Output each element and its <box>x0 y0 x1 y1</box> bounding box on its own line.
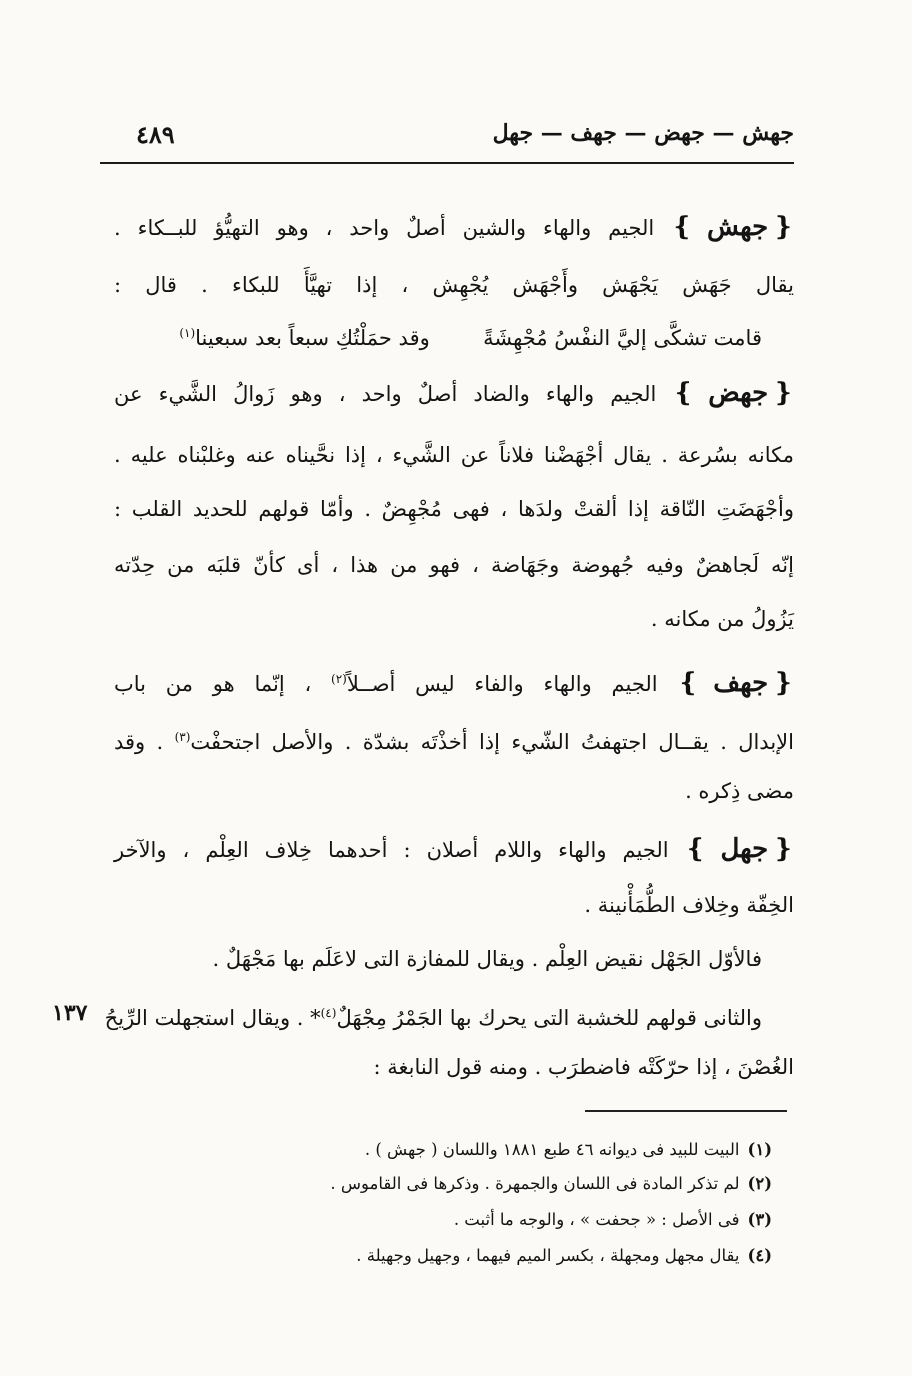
footnote-4 <box>152 1244 772 1268</box>
footnote-mark: (١) <box>747 1140 772 1159</box>
entry-jahal-line-2: الخِفّة وخِلاف الطُّمَأْنينة . <box>584 893 794 917</box>
entry-jahal-line-4 <box>104 998 762 1033</box>
footnote-ref-4: (٤) <box>320 1006 337 1020</box>
entry-jahaf-line-1 <box>114 664 794 699</box>
entry-word-jahal: جهل <box>720 834 769 864</box>
header-rule <box>100 162 794 164</box>
footnote-rule <box>585 1110 787 1112</box>
page-number: ٤٨٩ <box>136 120 175 149</box>
close-bracket-ornament: ❵ <box>671 212 693 242</box>
entry-jahad-line-2: مكانه بسُرعة . يقال أجْهَضْنا فلاناً عن الشَّيء ، إذا نحَّيناه عنه وغلبْناه عليه . <box>114 443 794 467</box>
entry-text: * . ويقال استجهلت الرِّيحُ <box>104 1006 321 1030</box>
running-title: جهش — جهض — جهف — جهل <box>492 120 794 146</box>
close-bracket-ornament: ❵ <box>672 378 695 408</box>
entry-jahash-line-2: يقال جَهَش يَجْهَش وأَجْهَش يُجْهِش ، إذا تهيَّأَ للبكاء . قال : <box>114 273 794 297</box>
entry-text: الجيم والهاء واللام أصلان : أحدهما خِلاف العِلْم ، والآخر <box>114 838 669 862</box>
entry-jahal-line-1 <box>114 834 794 865</box>
footnote-1 <box>152 1138 772 1162</box>
entry-jahad-line-5: يَزُولُ من مكانه . <box>650 607 794 631</box>
verse-hemistich-1: قامت تشكَّى إليَّ النفْسُ مُجْهِشَةً <box>483 326 762 350</box>
entry-word-jahash: جهش <box>706 212 769 242</box>
footnote-mark: (٣) <box>747 1210 772 1229</box>
footnote-ref-3: (٣) <box>174 730 191 744</box>
entry-jahash-line-1 <box>114 212 794 243</box>
entry-text: . وقد <box>114 730 164 754</box>
entry-jahaf-line-2 <box>114 722 794 757</box>
entry-text: والثانى قولهم للخشبة التى يحرك بها الجَمْرُ مِجْهَلٌ <box>336 1006 762 1030</box>
footnote-text: فى الأصل : « جحفت » ، والوجه ما أثبت . <box>453 1210 740 1229</box>
footnote-text: لم تذكر المادة فى اللسان والجمهرة . وذكرها فى القاموس . <box>330 1174 740 1193</box>
entry-word-jahad: جهض <box>708 378 769 408</box>
entry-jahad-line-3: وأجْهَضَتِ النّاقة إذا ألقتْ ولدَها ، فهى مُجْهِضٌ . وأمّا قولهم للحديد القلب : <box>114 497 794 521</box>
entry-jahaf-line-3: مضى ذِكره . <box>685 779 794 803</box>
footnote-ref-2: (٢) <box>331 672 347 686</box>
entry-text: الجيم والهاء والشين أصلٌ واحد ، وهو التهيُّؤ للبــكاء . <box>114 216 655 240</box>
entry-jahad-line-1 <box>114 378 794 409</box>
open-bracket-ornament: ❴ <box>772 212 794 242</box>
page-header <box>100 112 794 154</box>
footnote-text: يقال مجهل ومجهلة ، بكسر الميم فيهما ، وجهيل وجهيلة . <box>356 1246 740 1265</box>
entry-word-jahaf: جهف <box>713 668 769 698</box>
entry-jahal-line-5: الغُصْنَ ، إذا حرّكَتْه فاضطرَب . ومنه قول النابغة : <box>373 1055 794 1079</box>
verse-hemistich-2: وقد حمَلْتُكِ سبعاً بعد سبعينا <box>195 326 430 350</box>
entry-text: الإبدال . يقــال اجتهفتُ الشّيء إذا أخذْتَه بشدّة . والأصل اجتحفْت <box>190 730 794 754</box>
close-bracket-ornament: ❵ <box>684 834 707 864</box>
entry-jahad-line-4: إنّه لَجاهضٌ وفيه جُهوضة وجَهَاضة ، فهو من هذا ، أى كأنّ قلبَه من حِدّته <box>114 553 794 577</box>
entry-jahal-line-3: فالأوّل الجَهْل نقيض العِلْم . ويقال للمفازة التى لاعَلَم بها مَجْهَلٌ . <box>212 947 762 971</box>
entry-text: الجيم والهاء والضاد أصلٌ واحد ، وهو زَوالُ الشَّيء عن <box>114 382 657 406</box>
entry-text: الجيم والهاء والفاء ليس أصــلاً <box>346 672 658 696</box>
footnote-ref-1: (١) <box>179 326 196 340</box>
open-bracket-ornament: ❴ <box>772 378 794 408</box>
open-bracket-ornament: ❴ <box>772 668 794 698</box>
poetry-verse <box>152 318 762 353</box>
entry-text: ، إنّما هو من باب <box>114 672 312 696</box>
close-bracket-ornament: ❵ <box>677 668 700 698</box>
footnote-3 <box>152 1208 772 1232</box>
footnote-text: البيت للبيد فى ديوانه ٤٦ طبع ١٨٨١ واللسان ( جهش ) . <box>364 1140 740 1159</box>
footnote-mark: (٢) <box>747 1174 772 1193</box>
footnote-mark: (٤) <box>747 1246 772 1265</box>
open-bracket-ornament: ❴ <box>772 834 794 864</box>
footnote-2 <box>152 1172 772 1196</box>
margin-page-number: ١٣٧ <box>52 1000 88 1026</box>
